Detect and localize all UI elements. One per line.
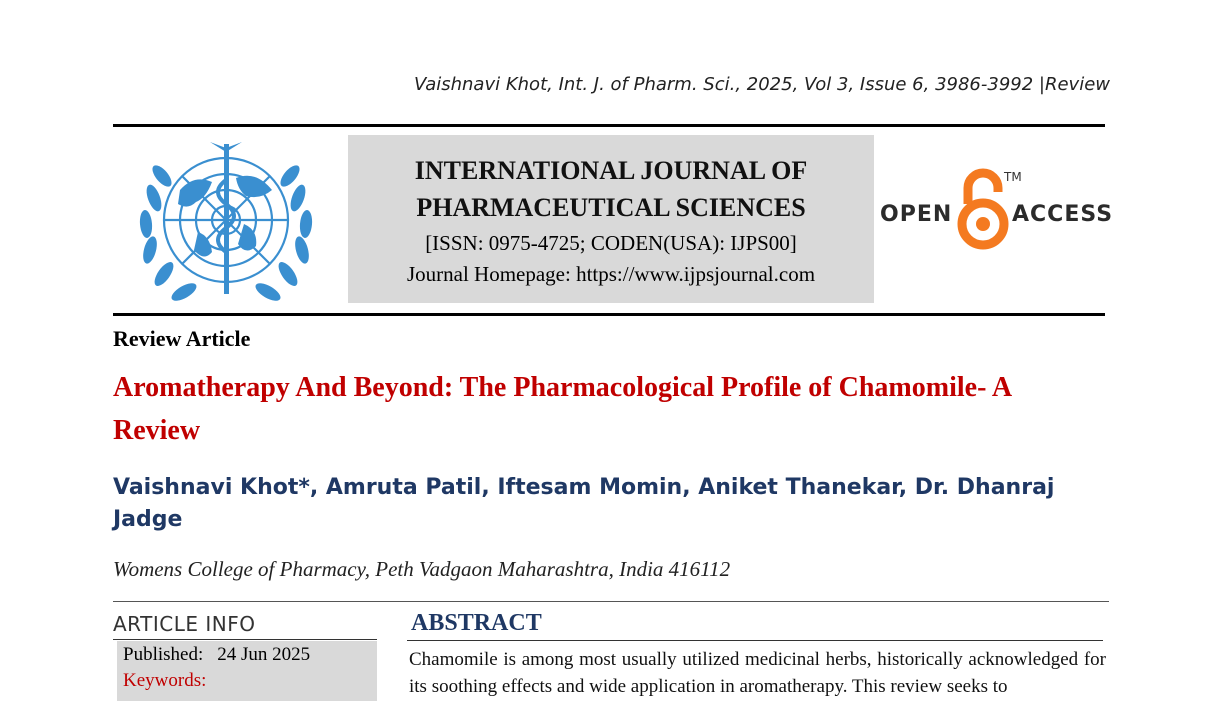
section-divider <box>113 601 1109 602</box>
abstract-rule <box>407 640 1103 641</box>
author-list: Vaishnavi Khot*, Amruta Patil, Iftesam Momin, Aniket Thanekar, Dr. Dhanraj Jadge <box>113 475 1055 532</box>
header-rule-top <box>113 124 1105 127</box>
open-access-open-text: OPEN <box>880 202 953 227</box>
keywords-label: Keywords: <box>123 670 207 691</box>
article-info-box <box>117 641 377 701</box>
journal-name-line1: INTERNATIONAL JOURNAL OF <box>414 156 808 185</box>
article-title: Aromatherapy And Beyond: The Pharmacological Profile of Chamomile- A Review <box>113 372 1011 446</box>
trademark-mark: TM <box>1004 170 1022 184</box>
published-row <box>123 644 310 666</box>
published-date: 24 Jun 2025 <box>217 644 311 665</box>
journal-homepage: Journal Homepage: https://www.ijpsjournal.com <box>406 262 816 286</box>
abstract-text: Chamomile is among most usually utilized medicinal herbs, historically acknowledged for its soothing effects and wide application in aromatherapy. This review seeks to <box>409 649 1106 697</box>
journal-issn: [ISSN: 0975-4725; CODEN(USA): IJPS00] <box>425 231 797 255</box>
running-header: Vaishnavi Khot, Int. J. of Pharm. Sci., 2025, Vol 3, Issue 6, 3986-3992 |Review <box>414 74 1110 95</box>
affiliation: Womens College of Pharmacy, Peth Vadgaon Maharashtra, India 416112 <box>113 557 731 581</box>
article-info-rule <box>113 639 377 640</box>
journal-masthead <box>348 135 874 303</box>
abstract-heading: ABSTRACT <box>411 610 542 636</box>
article-info-heading: ARTICLE INFO <box>113 612 256 636</box>
header-rule-bottom <box>113 313 1105 316</box>
journal-name-line2: PHARMACEUTICAL SCIENCES <box>416 193 806 222</box>
article-type: Review Article <box>113 326 251 351</box>
open-access-logo <box>880 166 1114 250</box>
un-emblem-logo <box>128 140 324 306</box>
open-access-access-text: ACCESS <box>1012 202 1114 227</box>
published-label: Published: <box>123 644 204 665</box>
journal-name <box>348 152 874 226</box>
